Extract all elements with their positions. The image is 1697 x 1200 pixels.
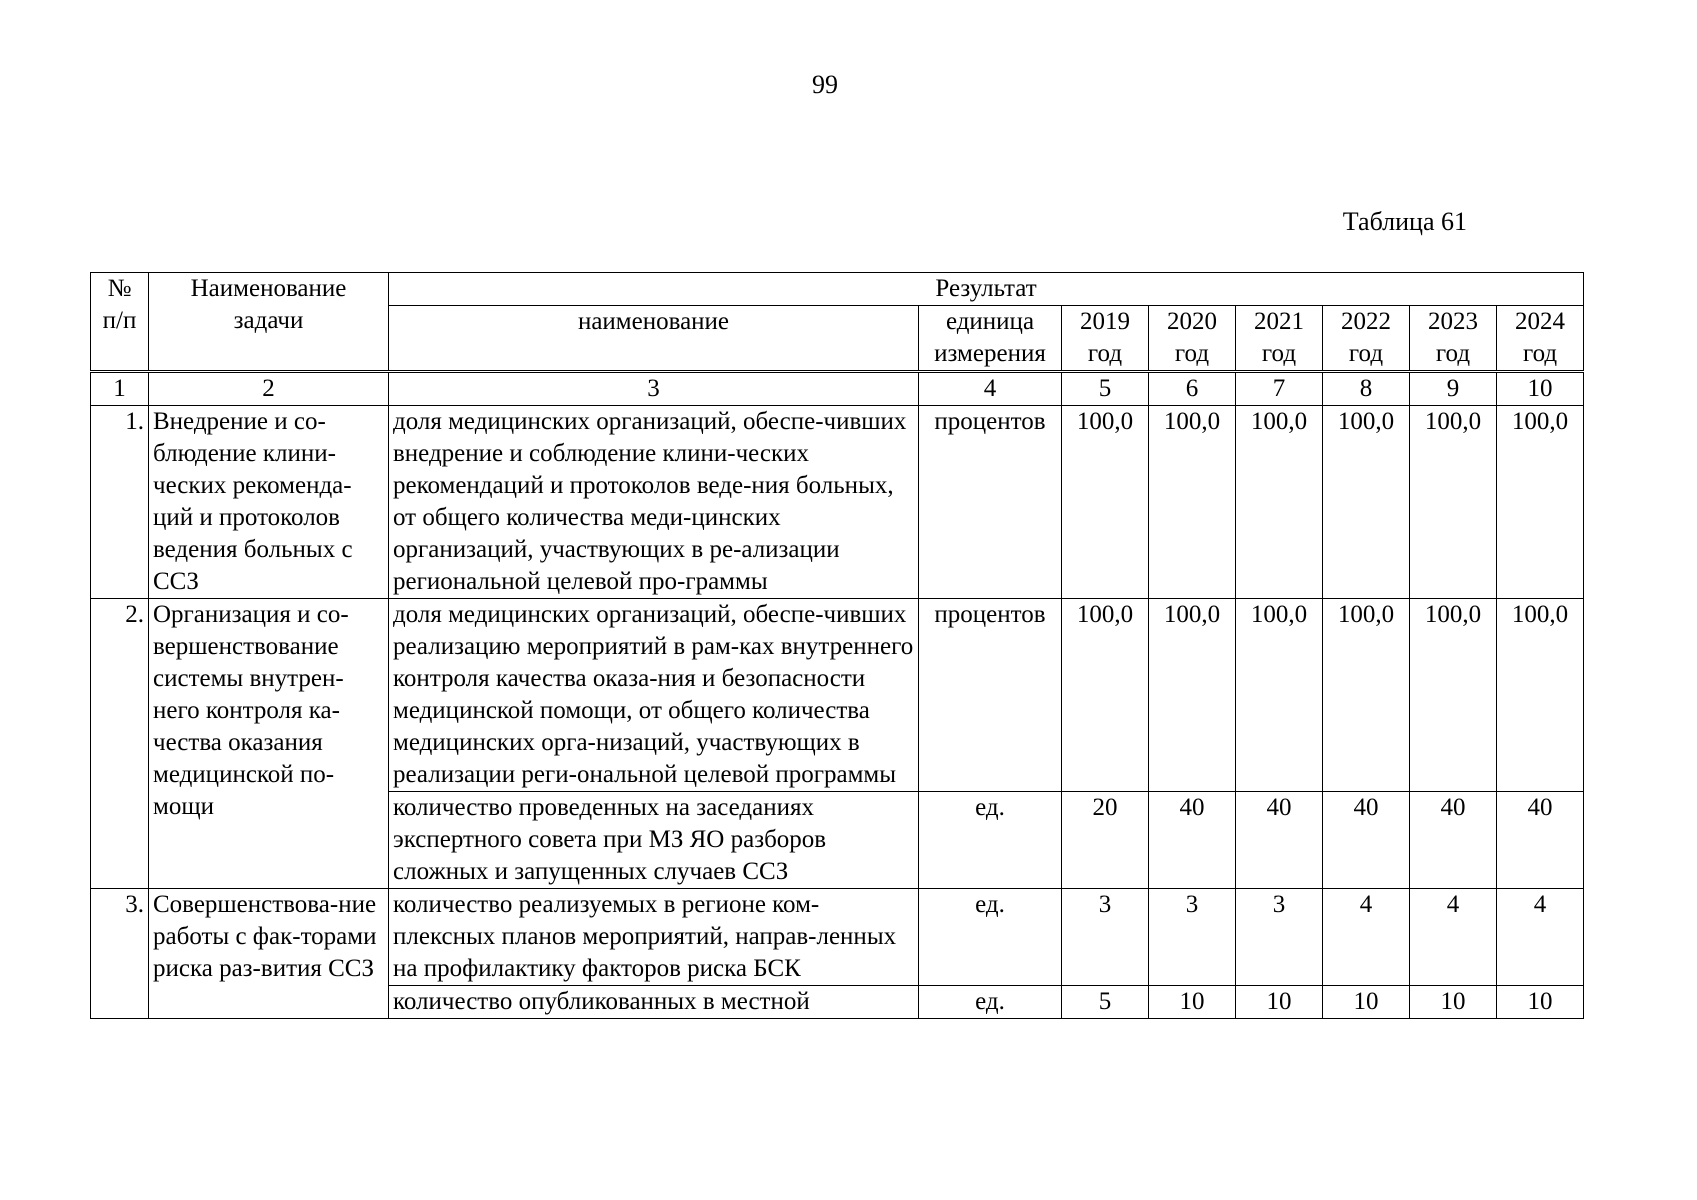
indicator-value: 10 <box>1149 986 1236 1019</box>
column-number: 4 <box>919 372 1062 406</box>
indicator-value: 100,0 <box>1236 599 1323 792</box>
table-row <box>91 406 1584 599</box>
indicator-value: 100,0 <box>1149 406 1236 599</box>
indicator-value: 40 <box>1149 792 1236 889</box>
indicator-value: 4 <box>1323 889 1410 986</box>
row-number: 2. <box>91 599 149 889</box>
indicator-name: доля медицинских организаций, обеспе-чивших реализацию мероприятий в рам-ках внутреннего контроля качества оказа-ния и безопасности медицинской помощи, от общего количества медицинских орга-низаций, участвующих в реализации реги-ональной целевой программы <box>389 599 919 792</box>
indicator-value: 10 <box>1236 986 1323 1019</box>
task-name: Внедрение и со-блюдение клини-ческих рекоменда-ций и протоколов ведения больных с ССЗ <box>149 406 389 599</box>
indicator-value: 40 <box>1236 792 1323 889</box>
table-row <box>91 599 1584 792</box>
page-number: 99 <box>812 70 838 99</box>
indicator-name: количество опубликованных в местной <box>389 986 919 1019</box>
column-number: 6 <box>1149 372 1236 406</box>
indicator-value: 10 <box>1497 986 1584 1019</box>
indicator-value: 3 <box>1236 889 1323 986</box>
header-year: 2023 год <box>1410 306 1497 372</box>
header-task: Наименование задачи <box>149 273 389 372</box>
header-year: 2021 год <box>1236 306 1323 372</box>
table-caption: Таблица 61 <box>1342 207 1467 236</box>
indicator-value: 100,0 <box>1062 406 1149 599</box>
header-year: 2019 год <box>1062 306 1149 372</box>
indicator-value: 4 <box>1410 889 1497 986</box>
indicator-value: 100,0 <box>1236 406 1323 599</box>
indicator-value: 3 <box>1062 889 1149 986</box>
indicator-value: 40 <box>1323 792 1410 889</box>
indicator-value: 100,0 <box>1497 406 1584 599</box>
indicator-name: доля медицинских организаций, обеспе-чивших внедрение и соблюдение клини-ческих рекомендаций и протоколов веде-ния больных, от общего количества меди-цинских организаций, участвующих в ре-ализации региональной целевой про-граммы <box>389 406 919 599</box>
indicator-value: 10 <box>1410 986 1497 1019</box>
indicator-value: 40 <box>1410 792 1497 889</box>
indicator-unit: процентов <box>919 406 1062 599</box>
indicator-value: 20 <box>1062 792 1149 889</box>
indicator-unit: процентов <box>919 599 1062 792</box>
header-num: № п/п <box>91 273 149 372</box>
row-number: 1. <box>91 406 149 599</box>
indicator-unit: ед. <box>919 792 1062 889</box>
indicator-value: 40 <box>1497 792 1584 889</box>
indicator-value: 100,0 <box>1149 599 1236 792</box>
indicator-value: 4 <box>1497 889 1584 986</box>
task-name: Совершенствова-ние работы с фак-торами риска раз-вития ССЗ <box>149 889 389 1019</box>
indicator-value: 100,0 <box>1323 599 1410 792</box>
column-number: 7 <box>1236 372 1323 406</box>
header-unit: единица измерения <box>919 306 1062 372</box>
indicator-value: 10 <box>1323 986 1410 1019</box>
header-indicator-name: наименование <box>389 306 919 372</box>
results-table <box>90 272 1584 1019</box>
column-number: 5 <box>1062 372 1149 406</box>
indicator-name: количество реализуемых в регионе ком-плексных планов мероприятий, направ-ленных на профилактику факторов риска БСК <box>389 889 919 986</box>
column-number: 8 <box>1323 372 1410 406</box>
header-result: Результат <box>389 273 1584 306</box>
indicator-value: 100,0 <box>1062 599 1149 792</box>
table-row <box>91 889 1584 986</box>
column-number: 10 <box>1497 372 1584 406</box>
indicator-unit: ед. <box>919 889 1062 986</box>
indicator-value: 100,0 <box>1497 599 1584 792</box>
indicator-value: 100,0 <box>1323 406 1410 599</box>
task-name: Организация и со-вершенствование системы внутрен-него контроля ка-чества оказания медицинской по-мощи <box>149 599 389 889</box>
header-year: 2020 год <box>1149 306 1236 372</box>
column-number: 9 <box>1410 372 1497 406</box>
indicator-value: 100,0 <box>1410 599 1497 792</box>
header-year: 2024 год <box>1497 306 1584 372</box>
indicator-value: 5 <box>1062 986 1149 1019</box>
header-year: 2022 год <box>1323 306 1410 372</box>
row-number: 3. <box>91 889 149 1019</box>
indicator-value: 3 <box>1149 889 1236 986</box>
column-number: 3 <box>389 372 919 406</box>
column-number: 1 <box>91 372 149 406</box>
indicator-unit: ед. <box>919 986 1062 1019</box>
column-number: 2 <box>149 372 389 406</box>
indicator-value: 100,0 <box>1410 406 1497 599</box>
indicator-name: количество проведенных на заседаниях экспертного совета при МЗ ЯО разборов сложных и запущенных случаев ССЗ <box>389 792 919 889</box>
